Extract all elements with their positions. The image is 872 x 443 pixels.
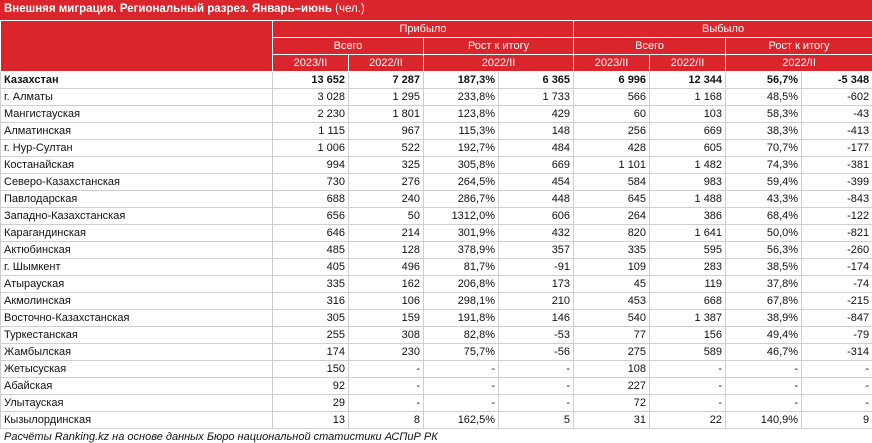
departed-growth-abs-cell: -381: [802, 157, 872, 174]
departed-2023-cell: 566: [574, 89, 650, 106]
arrived-growth-pct-cell: 233,8%: [424, 89, 499, 106]
arrived-2022-cell: 325: [349, 157, 424, 174]
arrived-growth-abs-cell: 173: [499, 276, 574, 293]
arrived-2023-cell: 1 006: [273, 140, 349, 157]
departed-growth-abs-cell: -174: [802, 259, 872, 276]
arrived-growth-abs-cell: 1 733: [499, 89, 574, 106]
departed-2023-cell: 45: [574, 276, 650, 293]
arrived-growth-abs-cell: -: [499, 378, 574, 395]
region-cell: Улытауская: [1, 395, 273, 412]
departed-2023-cell: 31: [574, 412, 650, 429]
departed-2022-cell: 103: [650, 106, 726, 123]
region-cell: Атырауская: [1, 276, 273, 293]
arrived-growth-abs-cell: 448: [499, 191, 574, 208]
arrived-growth-abs-cell: 148: [499, 123, 574, 140]
region-cell: Северо-Казахстанская: [1, 174, 273, 191]
departed-growth-pct-cell: 50,0%: [726, 225, 802, 242]
departed-2022-cell: 283: [650, 259, 726, 276]
departed-2023-cell: 275: [574, 344, 650, 361]
arrived-2023-cell: 13: [273, 412, 349, 429]
departed-growth-abs-cell: 9: [802, 412, 872, 429]
arrived-growth-pct-cell: -: [424, 361, 499, 378]
region-cell: Кызылординская: [1, 412, 273, 429]
arrived-2023-cell: 688: [273, 191, 349, 208]
departed-2022-cell: 589: [650, 344, 726, 361]
departed-growth-pct-cell: 67,8%: [726, 293, 802, 310]
arrived-growth-pct-cell: 264,5%: [424, 174, 499, 191]
arrived-2023-cell: 994: [273, 157, 349, 174]
table-row: [1, 259, 872, 276]
departed-2022-cell: 1 168: [650, 89, 726, 106]
departed-growth-abs-cell: -602: [802, 89, 872, 106]
arrived-2023-cell: 646: [273, 225, 349, 242]
region-cell: Западно-Казахстанская: [1, 208, 273, 225]
region-cell: г. Нур-Султан: [1, 140, 273, 157]
arrived-growth-pct-cell: 305,8%: [424, 157, 499, 174]
arrived-2023-cell: 656: [273, 208, 349, 225]
arrived-growth-pct-cell: 286,7%: [424, 191, 499, 208]
header-departed-total: Всего: [574, 38, 726, 55]
arrived-2022-cell: 159: [349, 310, 424, 327]
region-cell: Казахстан: [1, 72, 273, 89]
header-departed-2023: 2023/II: [574, 55, 650, 72]
departed-2022-cell: 1 488: [650, 191, 726, 208]
departed-2022-cell: -: [650, 395, 726, 412]
departed-2023-cell: 60: [574, 106, 650, 123]
departed-2022-cell: 119: [650, 276, 726, 293]
arrived-2023-cell: 1 115: [273, 123, 349, 140]
arrived-2022-cell: 967: [349, 123, 424, 140]
departed-2023-cell: 109: [574, 259, 650, 276]
table-row: [1, 208, 872, 225]
arrived-growth-abs-cell: 432: [499, 225, 574, 242]
arrived-growth-abs-cell: 454: [499, 174, 574, 191]
arrived-2022-cell: 1 295: [349, 89, 424, 106]
arrived-growth-abs-cell: 429: [499, 106, 574, 123]
table-row: [1, 412, 872, 429]
header-departed-growth-2022: 2022/II: [726, 55, 872, 72]
departed-growth-pct-cell: 56,3%: [726, 242, 802, 259]
arrived-growth-pct-cell: -: [424, 395, 499, 412]
departed-growth-abs-cell: -399: [802, 174, 872, 191]
region-cell: Костанайская: [1, 157, 273, 174]
table-row-total: [1, 72, 872, 89]
departed-growth-abs-cell: -314: [802, 344, 872, 361]
departed-growth-pct-cell: 56,7%: [726, 72, 802, 89]
departed-2022-cell: 668: [650, 293, 726, 310]
departed-growth-abs-cell: -843: [802, 191, 872, 208]
arrived-growth-abs-cell: -53: [499, 327, 574, 344]
table-row: [1, 157, 872, 174]
arrived-2022-cell: 214: [349, 225, 424, 242]
departed-2023-cell: 6 996: [574, 72, 650, 89]
departed-growth-abs-cell: -5 348: [802, 72, 872, 89]
table-row: [1, 106, 872, 123]
header-arrived-growth-2022: 2022/II: [424, 55, 574, 72]
arrived-2022-cell: 7 287: [349, 72, 424, 89]
arrived-2023-cell: 2 230: [273, 106, 349, 123]
header-departed: Выбыло: [574, 21, 872, 38]
departed-2023-cell: 428: [574, 140, 650, 157]
departed-growth-abs-cell: -: [802, 395, 872, 412]
table-row: [1, 242, 872, 259]
table-row: [1, 395, 872, 412]
departed-growth-pct-cell: 140,9%: [726, 412, 802, 429]
arrived-2022-cell: 1 801: [349, 106, 424, 123]
arrived-growth-abs-cell: -: [499, 361, 574, 378]
arrived-growth-pct-cell: 192,7%: [424, 140, 499, 157]
region-cell: Жетысуская: [1, 361, 273, 378]
table-row: [1, 191, 872, 208]
departed-growth-pct-cell: 43,3%: [726, 191, 802, 208]
departed-growth-pct-cell: -: [726, 361, 802, 378]
arrived-growth-pct-cell: 187,3%: [424, 72, 499, 89]
table-row: [1, 378, 872, 395]
departed-2022-cell: 595: [650, 242, 726, 259]
departed-2022-cell: 605: [650, 140, 726, 157]
departed-2023-cell: 1 101: [574, 157, 650, 174]
table-row: [1, 89, 872, 106]
table-body: [1, 72, 872, 429]
departed-growth-abs-cell: -177: [802, 140, 872, 157]
arrived-2022-cell: 308: [349, 327, 424, 344]
arrived-2023-cell: 92: [273, 378, 349, 395]
arrived-growth-abs-cell: 146: [499, 310, 574, 327]
migration-table: [0, 20, 872, 429]
region-cell: Алматинская: [1, 123, 273, 140]
arrived-2023-cell: 485: [273, 242, 349, 259]
departed-2023-cell: 645: [574, 191, 650, 208]
arrived-growth-abs-cell: 6 365: [499, 72, 574, 89]
arrived-growth-pct-cell: 378,9%: [424, 242, 499, 259]
arrived-2023-cell: 150: [273, 361, 349, 378]
region-cell: Туркестанская: [1, 327, 273, 344]
departed-2023-cell: 584: [574, 174, 650, 191]
departed-2023-cell: 335: [574, 242, 650, 259]
arrived-2023-cell: 405: [273, 259, 349, 276]
region-cell: Восточно-Казахстанская: [1, 310, 273, 327]
header-arrived-2022: 2022/II: [349, 55, 424, 72]
arrived-2023-cell: 305: [273, 310, 349, 327]
departed-2023-cell: 820: [574, 225, 650, 242]
arrived-growth-pct-cell: 191,8%: [424, 310, 499, 327]
departed-growth-pct-cell: 68,4%: [726, 208, 802, 225]
table-row: [1, 344, 872, 361]
departed-growth-abs-cell: -260: [802, 242, 872, 259]
table-row: [1, 327, 872, 344]
table-title: [0, 0, 872, 20]
arrived-growth-pct-cell: 81,7%: [424, 259, 499, 276]
departed-2022-cell: -: [650, 378, 726, 395]
header-departed-2022: 2022/II: [650, 55, 726, 72]
departed-2022-cell: 156: [650, 327, 726, 344]
departed-2022-cell: 983: [650, 174, 726, 191]
departed-2022-cell: 22: [650, 412, 726, 429]
departed-growth-pct-cell: 37,8%: [726, 276, 802, 293]
arrived-2022-cell: 162: [349, 276, 424, 293]
departed-2022-cell: 1 482: [650, 157, 726, 174]
departed-growth-pct-cell: 46,7%: [726, 344, 802, 361]
arrived-2022-cell: 240: [349, 191, 424, 208]
departed-growth-pct-cell: 38,3%: [726, 123, 802, 140]
table-row: [1, 276, 872, 293]
departed-growth-pct-cell: 49,4%: [726, 327, 802, 344]
region-cell: г. Алматы: [1, 89, 273, 106]
arrived-2023-cell: 13 652: [273, 72, 349, 89]
region-cell: Абайская: [1, 378, 273, 395]
region-cell: Карагандинская: [1, 225, 273, 242]
departed-2023-cell: 264: [574, 208, 650, 225]
departed-2023-cell: 453: [574, 293, 650, 310]
departed-growth-pct-cell: 74,3%: [726, 157, 802, 174]
arrived-growth-abs-cell: -91: [499, 259, 574, 276]
departed-growth-abs-cell: -413: [802, 123, 872, 140]
arrived-2022-cell: 106: [349, 293, 424, 310]
region-cell: Актюбинская: [1, 242, 273, 259]
arrived-growth-pct-cell: 75,7%: [424, 344, 499, 361]
departed-2023-cell: 72: [574, 395, 650, 412]
departed-growth-pct-cell: -: [726, 395, 802, 412]
departed-2023-cell: 256: [574, 123, 650, 140]
arrived-growth-abs-cell: 5: [499, 412, 574, 429]
arrived-2023-cell: 3 028: [273, 89, 349, 106]
header-arrived-2023: 2023/II: [273, 55, 349, 72]
arrived-2022-cell: 496: [349, 259, 424, 276]
title-text: Внешняя миграция. Региональный разрез. Январь–июнь: [4, 3, 332, 15]
departed-growth-pct-cell: -: [726, 378, 802, 395]
departed-growth-abs-cell: -74: [802, 276, 872, 293]
header-departed-growth: Рост к итогу: [726, 38, 872, 55]
region-cell: г. Шымкент: [1, 259, 273, 276]
departed-growth-pct-cell: 70,7%: [726, 140, 802, 157]
arrived-2022-cell: -: [349, 378, 424, 395]
region-cell: Павлодарская: [1, 191, 273, 208]
table-row: [1, 174, 872, 191]
table-row: [1, 361, 872, 378]
arrived-growth-pct-cell: 123,8%: [424, 106, 499, 123]
departed-growth-pct-cell: 38,5%: [726, 259, 802, 276]
arrived-growth-abs-cell: 210: [499, 293, 574, 310]
departed-growth-abs-cell: -: [802, 378, 872, 395]
table-row: [1, 225, 872, 242]
departed-growth-abs-cell: -122: [802, 208, 872, 225]
departed-growth-pct-cell: 58,3%: [726, 106, 802, 123]
departed-growth-abs-cell: -847: [802, 310, 872, 327]
arrived-growth-pct-cell: 298,1%: [424, 293, 499, 310]
departed-growth-pct-cell: 48,5%: [726, 89, 802, 106]
arrived-growth-pct-cell: 82,8%: [424, 327, 499, 344]
arrived-growth-abs-cell: 606: [499, 208, 574, 225]
departed-growth-abs-cell: -821: [802, 225, 872, 242]
region-cell: Мангистауская: [1, 106, 273, 123]
table-row: [1, 293, 872, 310]
departed-growth-abs-cell: -43: [802, 106, 872, 123]
title-unit: (чел.): [335, 3, 365, 15]
table-row: [1, 310, 872, 327]
arrived-growth-pct-cell: 162,5%: [424, 412, 499, 429]
header-arrived: Прибыло: [273, 21, 574, 38]
header-arrived-total: Всего: [273, 38, 424, 55]
arrived-2023-cell: 316: [273, 293, 349, 310]
departed-growth-abs-cell: -: [802, 361, 872, 378]
departed-2022-cell: 1 641: [650, 225, 726, 242]
region-cell: Акмолинская: [1, 293, 273, 310]
arrived-growth-abs-cell: 357: [499, 242, 574, 259]
departed-2022-cell: 386: [650, 208, 726, 225]
arrived-growth-abs-cell: 669: [499, 157, 574, 174]
departed-2022-cell: 1 387: [650, 310, 726, 327]
arrived-growth-abs-cell: 484: [499, 140, 574, 157]
departed-2023-cell: 77: [574, 327, 650, 344]
departed-2023-cell: 108: [574, 361, 650, 378]
header-row-1: [1, 21, 872, 38]
arrived-2022-cell: 522: [349, 140, 424, 157]
source-footnote: Расчёты Ranking.kz на основе данных Бюро национальной статистики АСПиР РК: [0, 429, 872, 443]
region-cell: Жамбылская: [1, 344, 273, 361]
arrived-growth-pct-cell: -: [424, 378, 499, 395]
arrived-2022-cell: -: [349, 361, 424, 378]
departed-2022-cell: -: [650, 361, 726, 378]
departed-2022-cell: 669: [650, 123, 726, 140]
arrived-2022-cell: 8: [349, 412, 424, 429]
arrived-2022-cell: 128: [349, 242, 424, 259]
arrived-2022-cell: 50: [349, 208, 424, 225]
departed-growth-abs-cell: -79: [802, 327, 872, 344]
arrived-2023-cell: 29: [273, 395, 349, 412]
header-arrived-growth: Рост к итогу: [424, 38, 574, 55]
departed-growth-abs-cell: -215: [802, 293, 872, 310]
departed-growth-pct-cell: 38,9%: [726, 310, 802, 327]
arrived-growth-pct-cell: 1312,0%: [424, 208, 499, 225]
departed-2022-cell: 12 344: [650, 72, 726, 89]
arrived-2023-cell: 335: [273, 276, 349, 293]
table-row: [1, 140, 872, 157]
departed-growth-pct-cell: 59,4%: [726, 174, 802, 191]
arrived-growth-abs-cell: -56: [499, 344, 574, 361]
arrived-growth-pct-cell: 115,3%: [424, 123, 499, 140]
arrived-2023-cell: 730: [273, 174, 349, 191]
departed-2023-cell: 227: [574, 378, 650, 395]
departed-2023-cell: 540: [574, 310, 650, 327]
table-row: [1, 123, 872, 140]
arrived-growth-pct-cell: 206,8%: [424, 276, 499, 293]
arrived-2023-cell: 174: [273, 344, 349, 361]
arrived-2022-cell: 276: [349, 174, 424, 191]
header-region: [1, 21, 273, 72]
arrived-growth-abs-cell: -: [499, 395, 574, 412]
arrived-2022-cell: 230: [349, 344, 424, 361]
arrived-growth-pct-cell: 301,9%: [424, 225, 499, 242]
arrived-2023-cell: 255: [273, 327, 349, 344]
arrived-2022-cell: -: [349, 395, 424, 412]
